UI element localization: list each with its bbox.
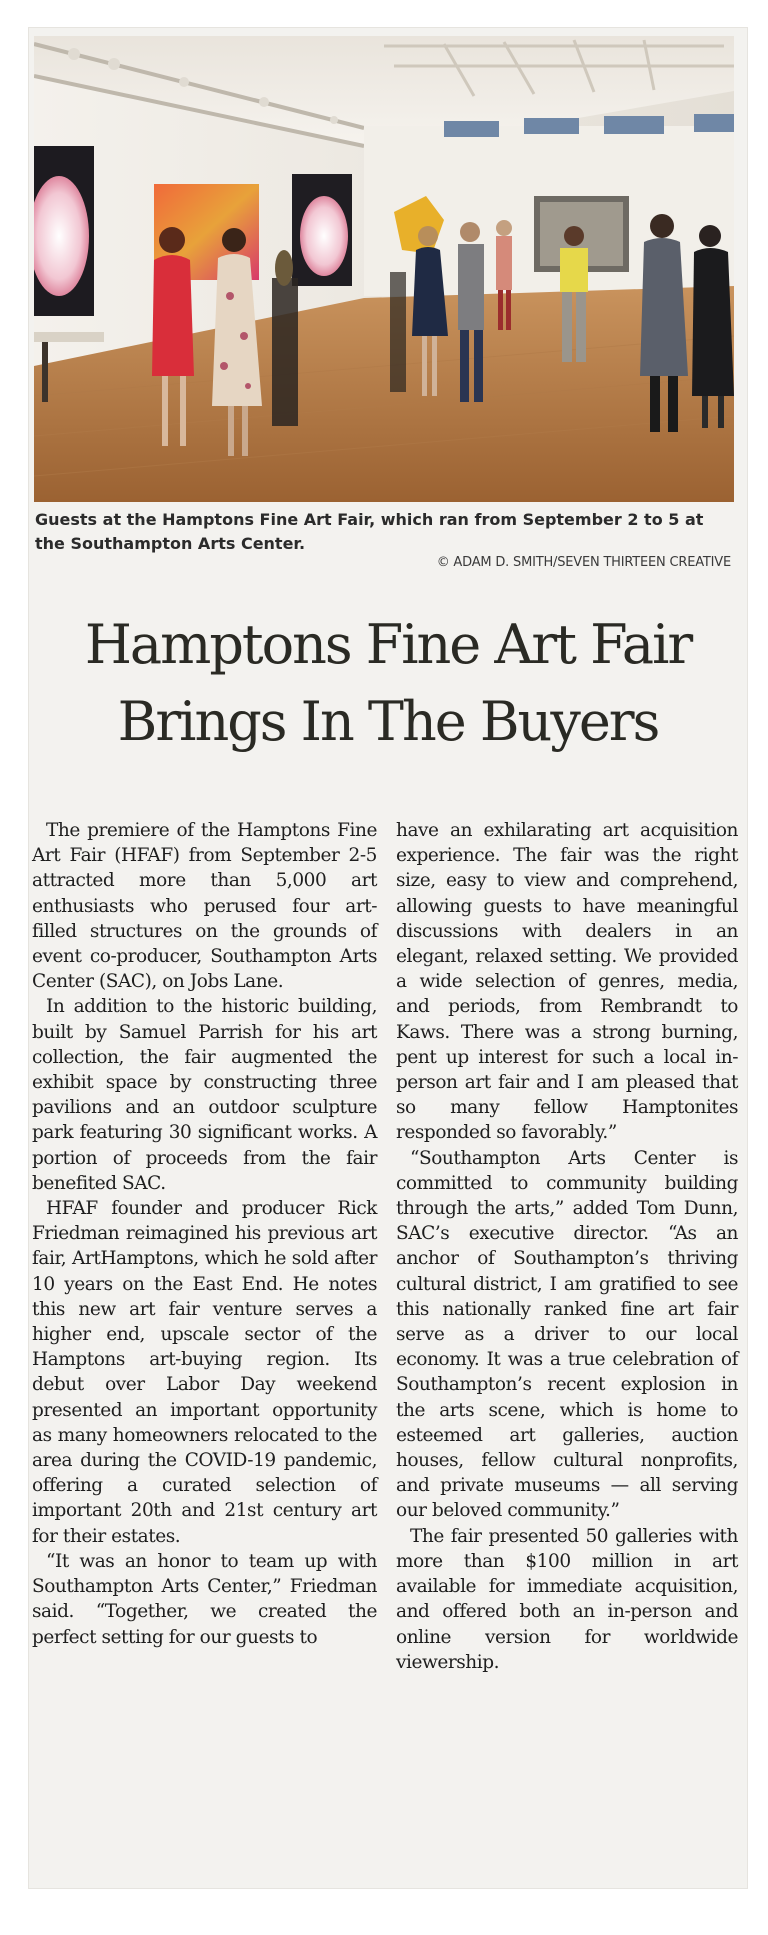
article-paragraph: “It was an honor to team up with Southampton Arts Center,” Friedman said. “Together, we created the perfect setting for our guests to [32,1550,377,1648]
article-paragraph: The fair presented 50 galleries with more than $100 million in art available for immediate acquisition, and offered both an in-person and online version for worldwide viewership. [396,1525,738,1673]
article-column-right [396,818,738,1675]
gallery-photo [34,36,734,502]
headline-line-2: Brings In The Buyers [117,690,659,753]
headline-line-1: Hamptons Fine Art Fair [84,613,692,676]
newspaper-clipping [29,28,747,1888]
photo-caption: Guests at the Hamptons Fine Art Fair, which ran from September 2 to 5 at the Southampton Arts Center. [35,510,704,553]
article-paragraph: In addition to the historic building, built by Samuel Parrish for his art collection, the fair augmented the exhibit space by constructing three pavilions and an outdoor sculpture park featuring 30 significant works. A portion of proceeds from the fair benefited SAC. [32,996,377,1194]
article-column-left [32,818,377,1650]
article-paragraph: “Southampton Arts Center is committed to community building through the arts,” added Tom Dunn, SAC’s executive director. “As an anchor of Southampton’s thriving cultural district, I am gratified to see this nationally ranked fine art fair serve as a driver to our local economy. It was a true celebration of Southampton’s recent explosion in the arts scene, which is home to esteemed art galleries, auction houses, fellow cultural nonprofits, and private museums — all serving our beloved community.” [396,1147,738,1522]
article-paragraph: The premiere of the Hamptons Fine Art Fair (HFAF) from September 2-5 attracted more than 5,000 art enthusiasts who perused four art-filled structures on the grounds of event co-producer, Southampton Arts Center (SAC), on Jobs Lane. [32,820,377,993]
article-paragraph-continued: have an exhilarating art acquisition experience. The fair was the right size, easy to view and comprehend, allowing guests to have meaningful discussions with dealers in an elegant, relaxed setting. We provided a wide selection of genres, media, and periods, from Rembrandt to Kaws. There was a strong burning, pent up interest for such a local in-person art fair and I am pleased that so many fellow Hamptonites responded so favorably.” [396,820,738,1144]
photo-credit: © ADAM D. SMITH/SEVEN THIRTEEN CREATIVE [436,555,731,570]
article-paragraph: HFAF founder and producer Rick Friedman reimagined his previous art fair, ArtHamptons, which he sold after 10 years on the East End. He notes this new art fair venture serves a higher end, upscale sector of the Hamptons art-buying region. Its debut over Labor Day weekend presented an important opportunity as many homeowners relocated to the area during the COVID-19 pandemic, offering a curated selection of important 20th and 21st century art for their estates. [32,1198,377,1547]
